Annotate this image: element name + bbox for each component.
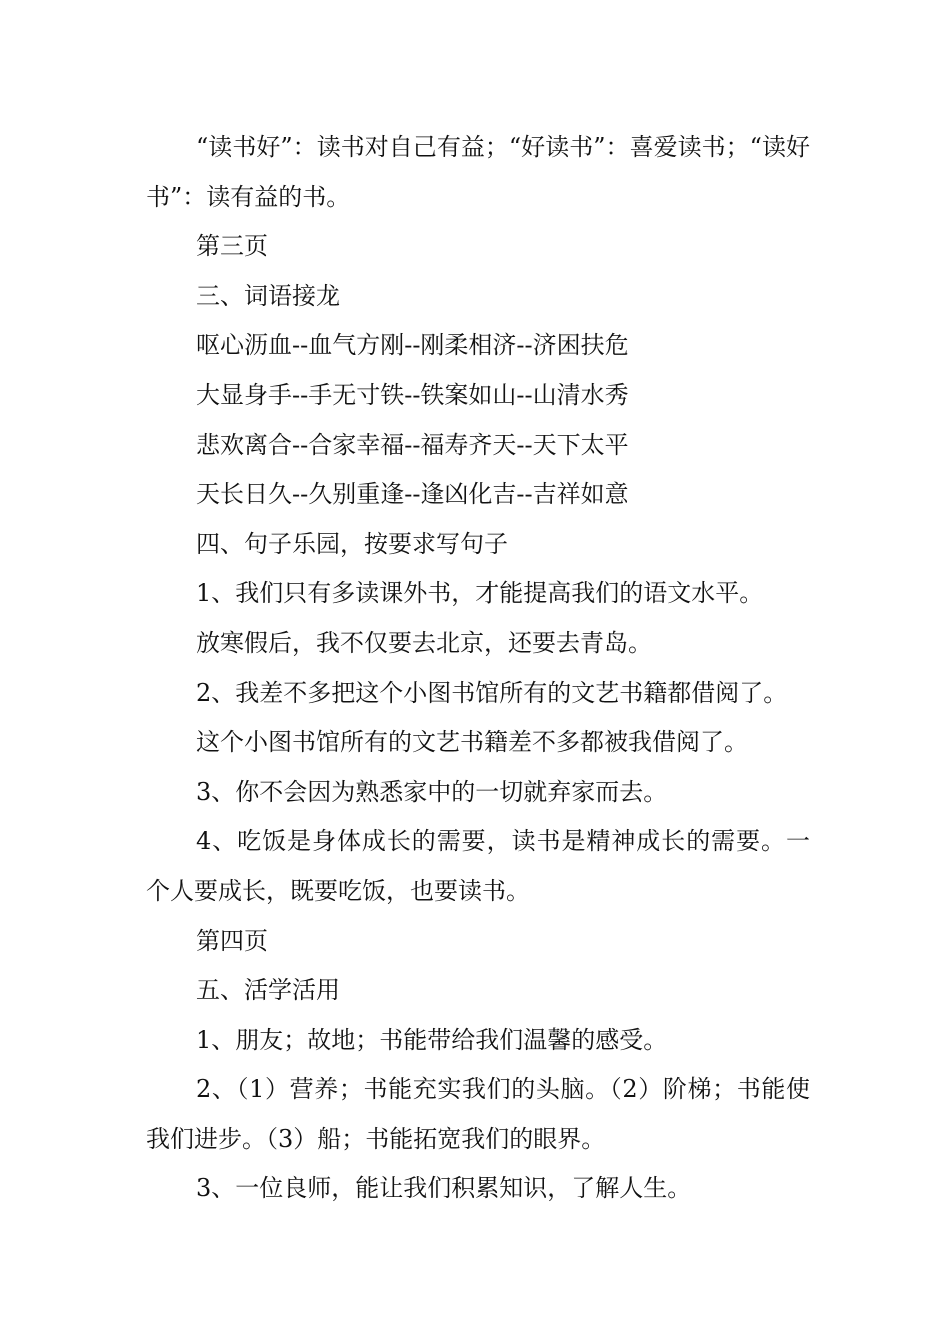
section-heading-word-chain: 三、词语接龙 — [196, 281, 340, 310]
page-heading-4: 第四页 — [196, 926, 268, 955]
paragraph-reading-meaning: “读书好”：读书对自己有益；“好读书”：喜爱读书；“读好书”：读有益的书。 — [146, 133, 810, 211]
sentence-answer-3: 3、你不会因为熟悉家中的一切就弃家而去。 — [196, 777, 668, 806]
sentence-answer-1: 1、我们只有多读课外书，才能提高我们的语文水平。 — [196, 579, 764, 608]
apply-answer-2: 2、（1）营养；书能充实我们的头脑。（2）阶梯；书能使我们进步。（3）船；书能拓宽我们的眼界。 — [146, 1075, 810, 1153]
apply-answer-1: 1、朋友；故地；书能带给我们温馨的感受。 — [196, 1025, 668, 1054]
word-chain-line-3: 悲欢离合--合家幸福--福寿齐天--天下太平 — [196, 430, 629, 459]
word-chain-line-4: 天长日久--久别重逢--逢凶化吉--吉祥如意 — [196, 480, 629, 509]
word-chain-line-2: 大显身手--手无寸铁--铁案如山--山清水秀 — [196, 380, 629, 409]
sentence-answer-2b: 这个小图书馆所有的文艺书籍差不多都被我借阅了。 — [196, 728, 748, 757]
apply-answer-3: 3、一位良师，能让我们积累知识，了解人生。 — [196, 1174, 692, 1203]
document-body — [146, 123, 810, 1214]
page-heading-3: 第三页 — [196, 232, 268, 261]
word-chain-line-1: 呕心沥血--血气方刚--刚柔相济--济困扶危 — [196, 331, 629, 360]
section-heading-apply: 五、活学活用 — [196, 976, 340, 1005]
section-heading-sentences: 四、句子乐园，按要求写句子 — [196, 529, 508, 558]
sentence-answer-2: 2、我差不多把这个小图书馆所有的文艺书籍都借阅了。 — [196, 678, 788, 707]
sentence-answer-1b: 放寒假后，我不仅要去北京，还要去青岛。 — [196, 628, 652, 657]
sentence-answer-4: 4、吃饭是身体成长的需要，读书是精神成长的需要。一个人要成长，既要吃饭，也要读书。 — [146, 827, 810, 905]
